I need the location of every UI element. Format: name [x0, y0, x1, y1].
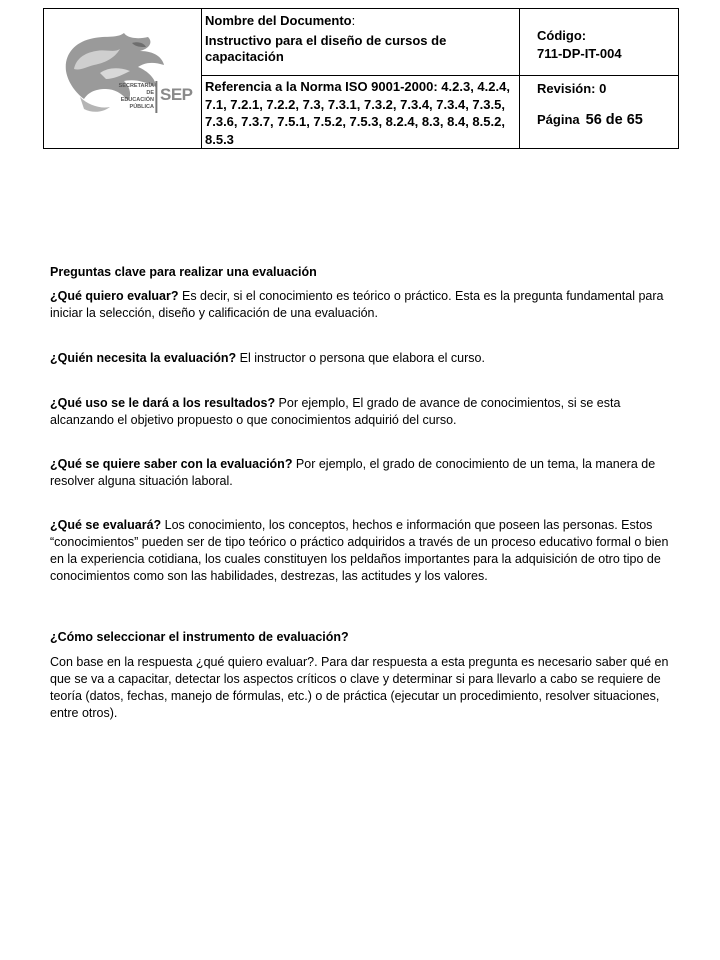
section-heading: Preguntas clave para realizar una evaluación	[50, 265, 317, 279]
org-line-1: SECRETARÍA DE	[118, 83, 154, 96]
document-body	[50, 265, 672, 722]
instrument-heading: ¿Cómo seleccionar el instrumento de evaluación?	[50, 630, 349, 644]
iso-reference: Referencia a la Norma ISO 9001-2000: 4.2.3, 4.2.4, 7.1, 7.2.1, 7.2.2, 7.3, 7.3.1, 7.3.2, 7.3.4, 7.3.4, 7.3.5, 7.3.6, 7.3.7, 7.5.1, 7.5.2, 7.5.3, 8.2.4, 8.3, 8.4, 8.5.2, 8.5.3	[205, 79, 510, 147]
question: ¿Qué se evaluará?	[50, 518, 162, 532]
document-header	[43, 8, 679, 149]
org-line-2: EDUCACIÓN	[120, 97, 154, 103]
paragraph-what-evaluated	[50, 517, 672, 585]
doc-name-colon: :	[351, 13, 356, 28]
reference-cell	[202, 76, 520, 149]
question: ¿Qué quiero evaluar?	[50, 289, 179, 303]
question: ¿Quién necesita la evaluación?	[50, 351, 237, 365]
org-name	[110, 83, 154, 111]
answer: Por ejemplo, El grado de avance de conocimientos, si se esta alcanzando el objetivo propuesto o que conocimientos adquirió del curso.	[50, 396, 621, 427]
doc-name-label-line	[205, 13, 519, 29]
org-acronym: SEP	[160, 85, 193, 104]
doc-title: Instructivo para el diseño de cursos de capacitación	[205, 33, 447, 64]
logo-cell	[44, 9, 202, 149]
code-label: Código:	[537, 28, 587, 43]
paragraph-who-needs	[50, 350, 672, 367]
org-line-3: PÚBLICA	[129, 104, 154, 110]
answer: Por ejemplo, el grado de conocimiento de un tema, la manera de resolver alguna situación laboral.	[50, 457, 656, 488]
page-label: Página	[537, 112, 580, 127]
page-number: 56 de 65	[585, 112, 643, 128]
answer: El instructor o persona que elabora el curso.	[236, 351, 485, 365]
doc-name-label: Nombre del Documento	[205, 13, 352, 28]
revision-page-cell	[520, 76, 679, 149]
question: ¿Qué uso se le dará a los resultados?	[50, 396, 276, 410]
sep-logo	[44, 9, 201, 148]
answer: Es decir, si el conocimiento es teórico o práctico. Esta es la pregunta fundamental para iniciar la selección, diseño y calificación de una evaluación.	[50, 289, 664, 320]
instrument-paragraph: Con base en la respuesta ¿qué quiero evaluar?. Para dar respuesta a esta pregunta es necesario saber qué en que se va a capacitar, detectar los aspectos críticos o clave y determinar si para llevarlo a cabo se requiere de teoría (datos, fechas, manejo de fórmulas, etc.) o de práctica (ejecutar un procedimiento, resolver situaciones, entre otros).	[50, 655, 669, 720]
revision: Revisión: 0	[537, 81, 607, 96]
code-cell	[520, 9, 679, 76]
eagle-emblem-icon	[44, 9, 201, 148]
answer: Los conocimiento, los conceptos, hechos e información que poseen las personas. Estos “conocimientos” pueden ser de tipo teórico o práctico adquiridos a través de un proceso educativo formal o bien en la experiencia cotidiana, los cuales constituyen los peldaños importantes para la adquisición de otro tipo de conocimientos como son las habilidades, destrezas, las actitudes y los valores.	[50, 518, 669, 583]
paragraph-what-to-know	[50, 456, 672, 490]
paragraph-what-to-evaluate	[50, 288, 672, 322]
question: ¿Qué se quiere saber con la evaluación?	[50, 457, 293, 471]
code-value: 711-DP-IT-004	[537, 46, 622, 61]
page-indicator	[537, 112, 678, 128]
doc-name-cell	[202, 9, 520, 76]
paragraph-results-use	[50, 395, 672, 429]
